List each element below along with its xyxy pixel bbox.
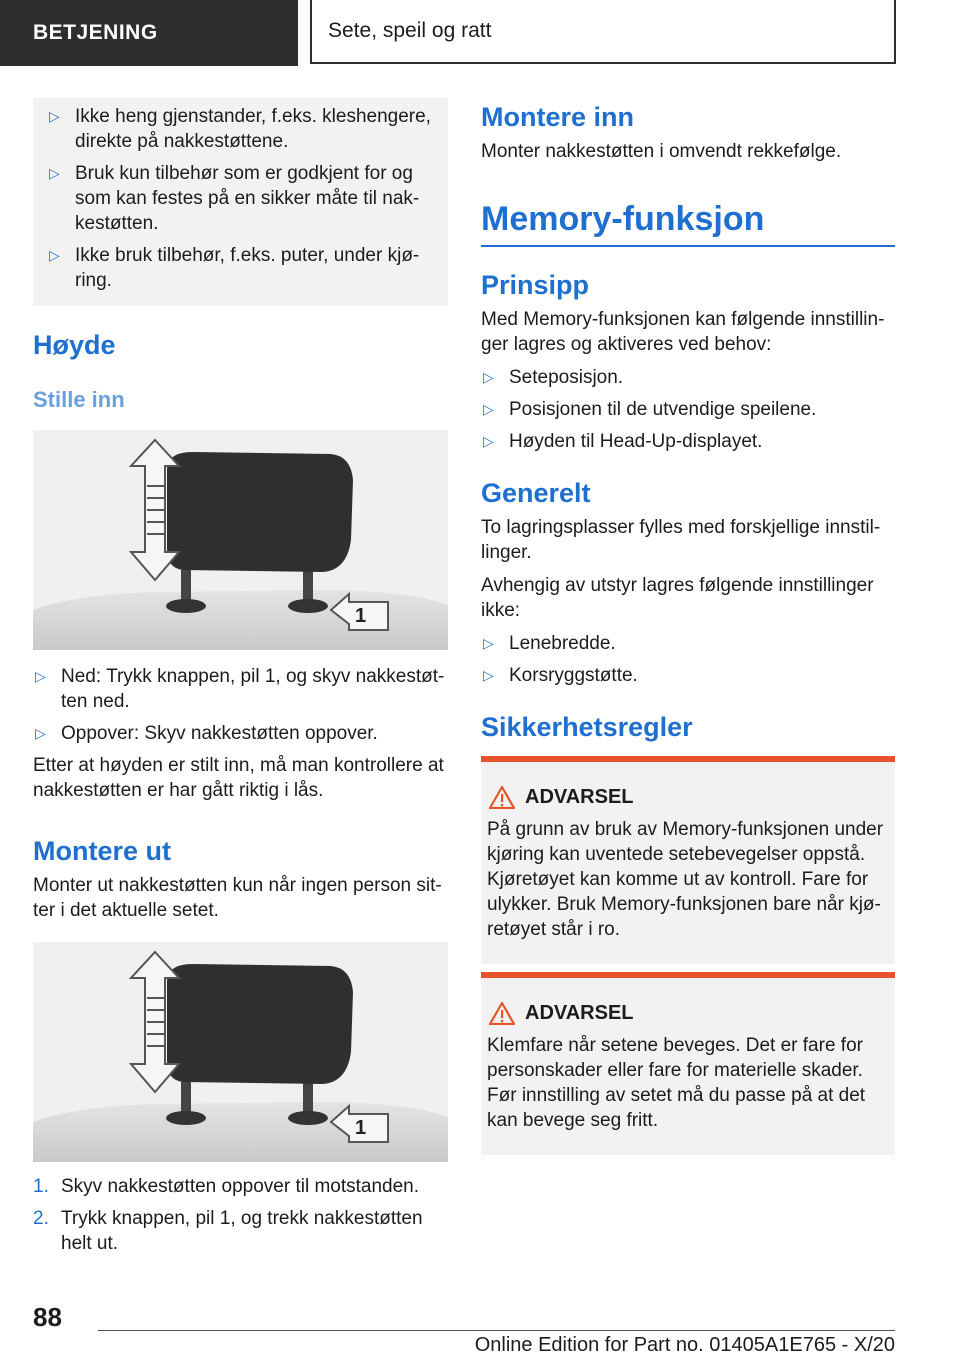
safety-heading: Sikkerhetsregler [481,712,693,742]
triangle-bullet-icon: ▷ [483,667,494,683]
triangle-bullet-icon: ▷ [49,247,60,263]
chapter-title: Sete, speil og ratt [310,0,896,64]
section-label: BETJENING [0,0,298,66]
callout-label: 1 [355,605,367,627]
triangle-bullet-icon: ▷ [49,165,60,181]
footer-rule [98,1330,895,1331]
principle-text: Med Memory-funksjonen kan følgende innstillin-ger lagres og aktiveres ved behov: [481,309,885,355]
adjust-heading: Stille inn [33,387,125,412]
edition-text: Online Edition for Part no. 01405A1E765 - X/20 [474,1334,895,1356]
principle-list [481,365,895,454]
list-item: ▷ Lenebredde. [483,633,616,654]
list-item: ▷ Høyden til Head-Up-displayet. [483,431,763,452]
warning-text: På grunn av bruk av Memory-funksjonen under kjøring kan uventede setebevegelser oppstå. Kjøretøyet kan komme ut av kontroll. Fare for ulykker. Bruk Memory-funksjonen bare når kjø-retøyet står i ro. [487,819,884,940]
page-header [0,0,960,66]
list-item: ▷ Korsryggstøtte. [483,665,638,686]
headrest-height-figure [33,430,448,650]
headrest-illustration [33,430,448,650]
triangle-bullet-icon: ▷ [483,433,494,449]
triangle-bullet-icon: ▷ [49,108,60,124]
list-item: ▷ Ned: Trykk knappen, pil 1, og skyv nakkestøt-ten ned. [35,666,445,712]
page-number: 88 [33,1302,62,1332]
warning-box [481,756,895,964]
adjust-note: Etter at høyden er stilt inn, må man kontrollere at nakkestøtten er har gått riktig i lås. [33,755,444,801]
callout-label: 1 [355,1117,367,1139]
list-item: ▷ Oppover: Skyv nakkestøtten oppover. [35,723,378,744]
general-list [481,631,895,688]
headrest-removal-figure [33,942,448,1162]
warning-title: ADVARSEL [525,1002,634,1024]
list-item: 1. Skyv nakkestøtten oppover til motstanden. [33,1176,420,1197]
warning-triangle-icon [489,1002,515,1025]
list-item: ▷ Ikke heng gjenstander, f.eks. kleshengere, direkte på nakkestøttene. [49,106,431,152]
notes-box [33,98,448,306]
height-heading: Høyde [33,330,116,360]
warning-text: Klemfare når setene beveges. Det er fare for personskader eller fare for materielle skader. Før innstilling av setet må du passe på at det kan bevege seg fritt. [487,1035,866,1131]
notes-list [33,98,448,293]
warning-bar [481,972,895,978]
triangle-bullet-icon: ▷ [483,401,494,417]
warning-triangle-icon [489,786,515,809]
general-heading: Generelt [481,478,591,508]
warning-bar [481,756,895,762]
principle-heading: Prinsipp [481,270,590,300]
triangle-bullet-icon: ▷ [483,635,494,651]
triangle-bullet-icon: ▷ [35,668,46,684]
headrest-illustration [33,942,448,1162]
general-text-2: Avhengig av utstyr lagres følgende innstillinger ikke: [481,575,874,621]
warning-title: ADVARSEL [525,786,634,808]
list-item: 2. Trykk knappen, pil 1, og trekk nakkestøtten helt ut. [33,1208,423,1254]
adjust-list [33,664,448,746]
install-text: Monter nakkestøtten i omvendt rekkefølge. [481,141,842,162]
remove-text: Monter ut nakkestøtten kun når ingen person sit-ter i det aktuelle setet. [33,875,442,921]
list-item: ▷ Bruk kun tilbehør som er godkjent for og som kan festes på en sikker måte til nak-kestøtten. [49,163,420,234]
list-item: ▷ Seteposisjon. [483,367,624,388]
list-item: ▷ Posisjonen til de utvendige speilene. [483,399,817,420]
install-heading: Montere inn [481,102,634,132]
warning-box [481,972,895,1155]
triangle-bullet-icon: ▷ [35,725,46,741]
remove-steps [33,1174,448,1256]
remove-heading: Montere ut [33,836,171,866]
memory-heading: Memory-funksjon [481,200,765,238]
list-item: ▷ Ikke bruk tilbehør, f.eks. puter, under kjø-ring. [49,245,420,291]
general-text-1: To lagringsplasser fylles med forskjellige innstil-linger. [481,517,881,563]
heading-rule [481,245,895,247]
triangle-bullet-icon: ▷ [483,369,494,385]
